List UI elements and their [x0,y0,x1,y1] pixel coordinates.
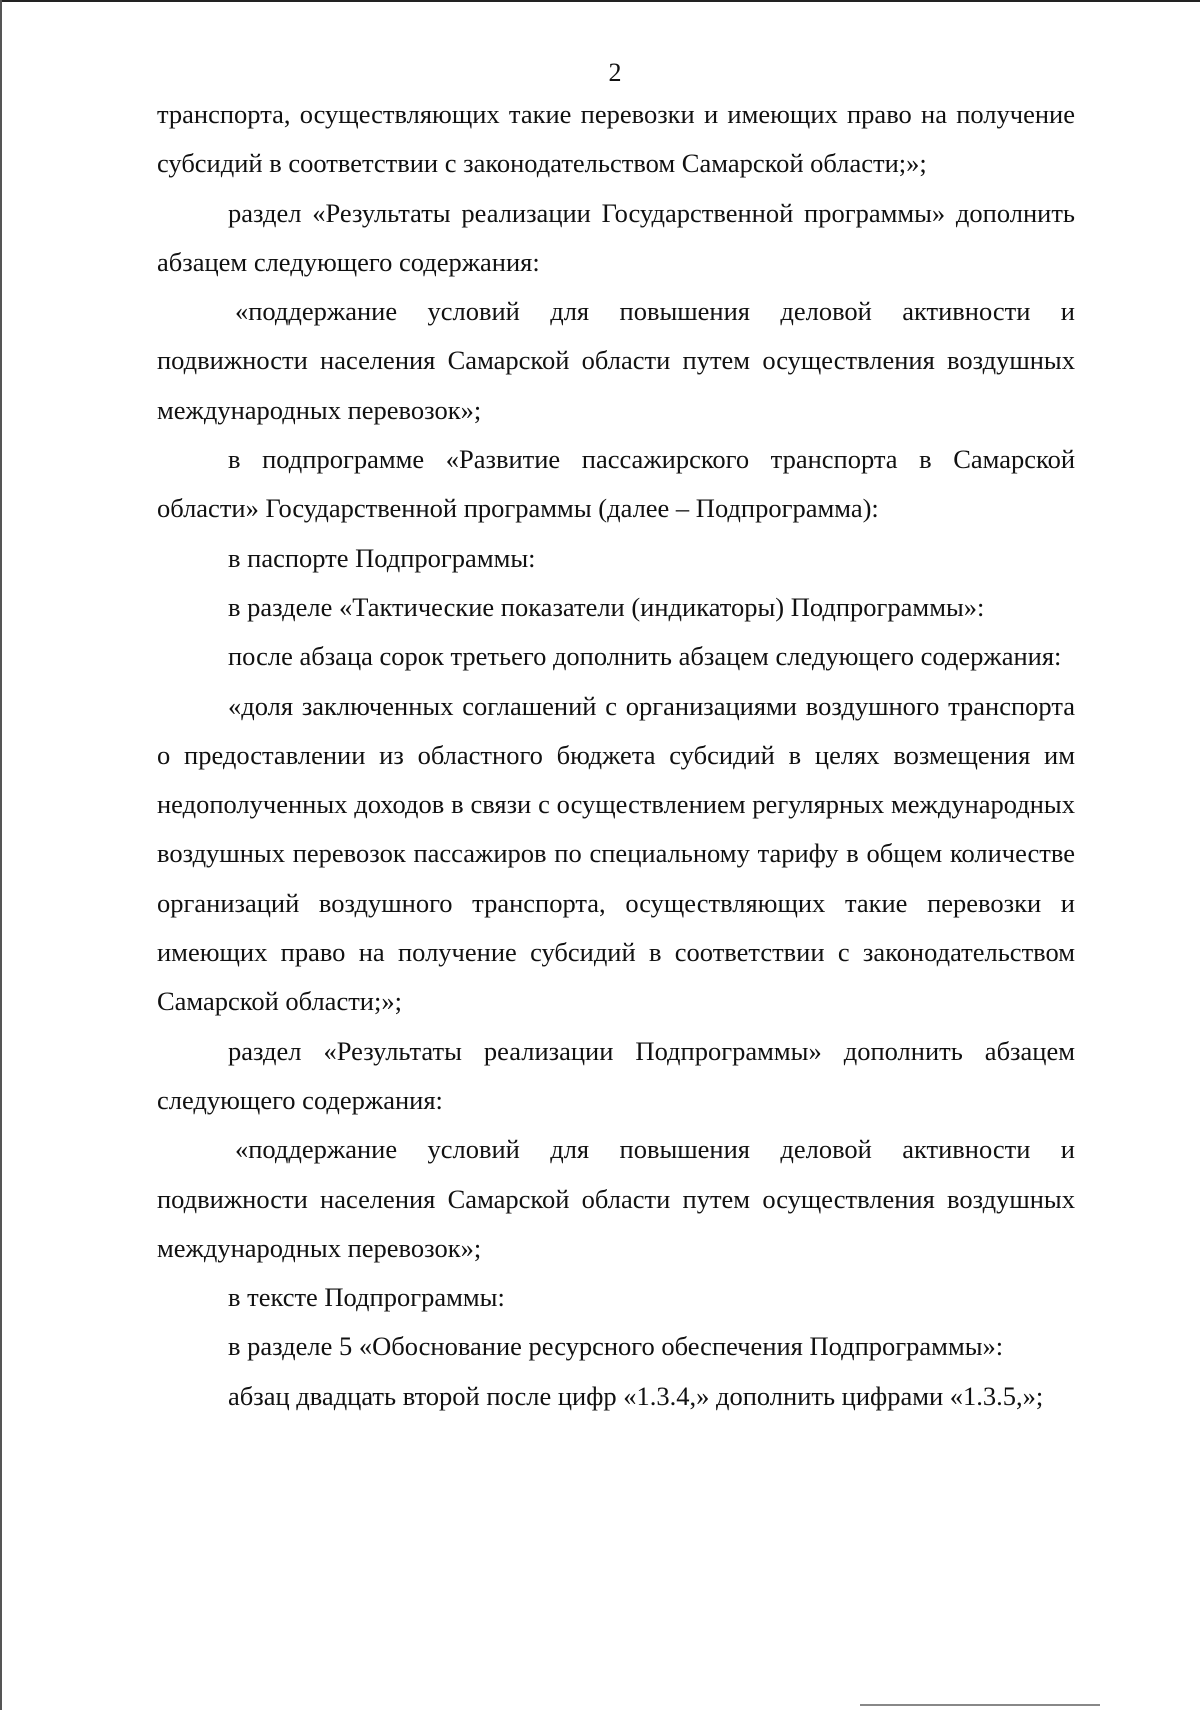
paragraph: в разделе 5 «Обоснование ресурсного обеспечения Подпрограммы»: [228,1331,1004,1362]
quoted-paragraph: «поддержание условий для повышения деловой активности и подвижности населения Самарской области путем осуществления воздушных международных перевозок»; [157,1134,1075,1263]
quoted-paragraph: «поддержание условий для повышения деловой активности и подвижности населения Самарской области путем осуществления воздушных международных перевозок»; [157,296,1075,425]
document-body [157,90,1075,1421]
paragraph: после абзаца сорок третьего дополнить абзацем следующего содержания: [228,641,1062,672]
quoted-paragraph: «доля заключенных соглашений с организациями воздушного транспорта о предоставлении из областного бюджета субсидий в целях возмещения им недополученных доходов в связи с осуществлением регулярных международных воздушных перевозок пассажиров по специальному тарифу в общем количестве организаций воздушного транспорта, осуществляющих такие перевозки и имеющих право на получение субсидий в соответствии с законодательством Самарской области;»; [157,690,1075,1017]
paragraph-continuation: транспорта, осуществляющих такие перевозки и имеющих право на получение субсидий в соответствии с законодательством Самарской области;»; [157,99,1075,179]
scan-edge-top [0,0,1200,2]
paragraph: раздел «Результаты реализации Подпрограммы» дополнить абзацем следующего содержания: [157,1035,1075,1115]
paragraph: раздел «Результаты реализации Государственной программы» дополнить абзацем следующего содержания: [157,197,1075,277]
scan-edge-left [0,0,2,1710]
scan-edge-bottom [860,1704,1100,1706]
paragraph: в тексте Подпрограммы: [228,1282,505,1313]
page-number: 2 [608,58,622,87]
paragraph: абзац двадцать второй после цифр «1.3.4,» дополнить цифрами «1.3.5,»; [228,1380,1044,1411]
paragraph: в разделе «Тактические показатели (индикаторы) Подпрограммы»: [228,591,985,622]
paragraph: в подпрограмме «Развитие пассажирского транспорта в Самарской области» Государственной программы (далее – Подпрограмма): [157,444,1075,524]
paragraph: в паспорте Подпрограммы: [228,542,536,573]
